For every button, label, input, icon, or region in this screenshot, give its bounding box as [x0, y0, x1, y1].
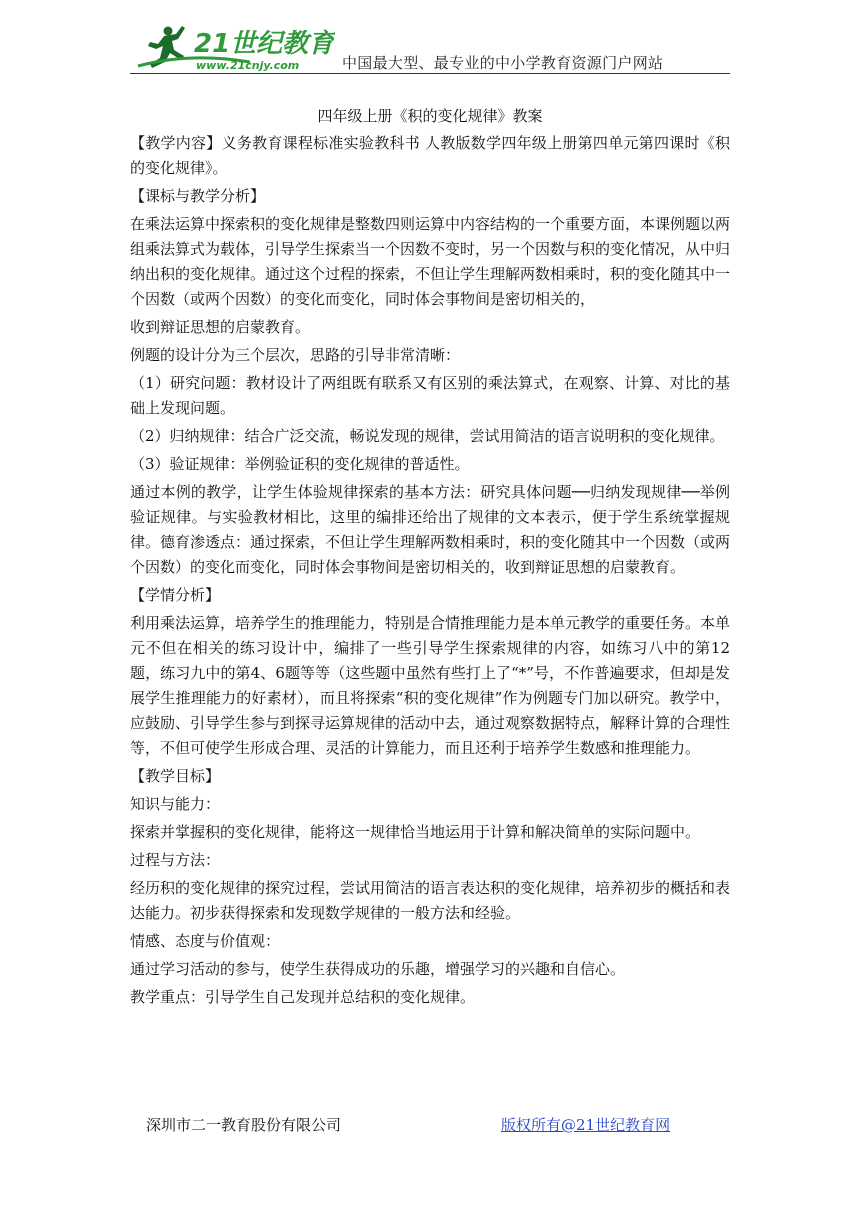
- subheading: 情感、态度与价值观：: [130, 932, 281, 950]
- document-title: 四年级上册《积的变化规律》教案: [317, 107, 543, 125]
- paragraph: 经历积的变化规律的探究过程，尝试用简洁的语言表达积的变化规律，培养初步的概括和表达能力。初步获得探索和发现数学规律的一般方法和经验。: [130, 879, 731, 922]
- paragraph: 在乘法运算中探索积的变化规律是整数四则运算中内容结构的一个重要方面，本课例题以两组乘法算式为载体，引导学生探索当一个因数不变时，另一个因数与积的变化情况，从中归纳出积的变化规律。通过这个过程的探索，不但让学生理解两数相乘时，积的变化随其中一个因数（或两个因数）的变化而变化，同时体会事物间是密切相关的，: [130, 215, 731, 308]
- list-item: （1）研究问题：教材设计了两组既有联系又有区别的乘法算式，在观察、计算、对比的基础上发现问题。: [130, 374, 730, 417]
- paragraph: 探索并掌握积的变化规律，能将这一规律恰当地运用于计算和解决简单的实际问题中。: [130, 823, 701, 841]
- paragraph: 通过本例的教学，让学生体验规律探索的基本方法：研究具体问题──归纳发现规律──举例验证规律。与实验教材相比，这里的编排还给出了规律的文本表示，便于学生系统掌握规律。德育渗透点：通过探索，不但让学生理解两数相乘时，积的变化随其中一个因数（或两个因数）的变化而变化，同时体会事物间是密切相关的，收到辩证思想的启蒙教育。: [130, 483, 731, 576]
- footer-company: 深圳市二一教育股份有限公司: [146, 1116, 342, 1134]
- site-logo[interactable]: [130, 22, 335, 74]
- section-heading: 【课标与教学分析】: [130, 187, 266, 205]
- list-item: （3）验证规律：举例验证积的变化规律的普适性。: [130, 455, 470, 473]
- list-item: （2）归纳规律：结合广泛交流，畅说发现的规律，尝试用简洁的语言说明积的变化规律。: [130, 427, 725, 445]
- section-heading: 【学情分析】: [130, 586, 221, 604]
- paragraph: 利用乘法运算，培养学生的推理能力，特别是合情推理能力是本单元教学的重要任务。本单元不但在相关的练习设计中，编排了一些引导学生探索规律的内容，如练习八中的第12题，练习九中的第4、6题等等（这些题中虽然有些打上了“*”号，不作普遍要求，但却是发展学生推理能力的好素材），而且将探索“积的变化规律”作为例题专门加以研究。教学中，应鼓励、引导学生参与到探寻运算规律的活动中去，通过观察数据特点，解释计算的合理性等，不但可使学生形成合理、灵活的计算能力，而且还利于培养学生数感和推理能力。: [130, 614, 731, 757]
- footer-copyright-link[interactable]: 版权所有@21世纪教育网: [501, 1116, 671, 1134]
- paragraph: 例题的设计分为三个层次，思路的引导非常清晰：: [130, 346, 461, 364]
- paragraph: 教学重点：引导学生自己发现并总结积的变化规律。: [130, 988, 476, 1006]
- paragraph: 通过学习活动的参与，使学生获得成功的乐趣，增强学习的兴趣和自信心。: [130, 960, 626, 978]
- paragraph: 收到辩证思想的启蒙教育。: [130, 318, 311, 336]
- header-tagline: 中国最大型、最专业的中小学教育资源门户网站: [342, 54, 664, 72]
- header-divider: [130, 73, 730, 74]
- svg-text:www.21cnjy.com: www.21cnjy.com: [196, 59, 300, 72]
- section-heading: 【教学目标】: [130, 767, 221, 785]
- subheading: 知识与能力：: [130, 795, 221, 813]
- document-body: [130, 104, 730, 1013]
- paragraph: 【教学内容】义务教育课程标准实验教科书 人教版数学四年级上册第四单元第四课时《积的变化规律》。: [130, 134, 730, 177]
- subheading: 过程与方法：: [130, 851, 221, 869]
- svg-text:21世纪教育: 21世纪教育: [194, 29, 335, 59]
- page-header: [130, 22, 730, 74]
